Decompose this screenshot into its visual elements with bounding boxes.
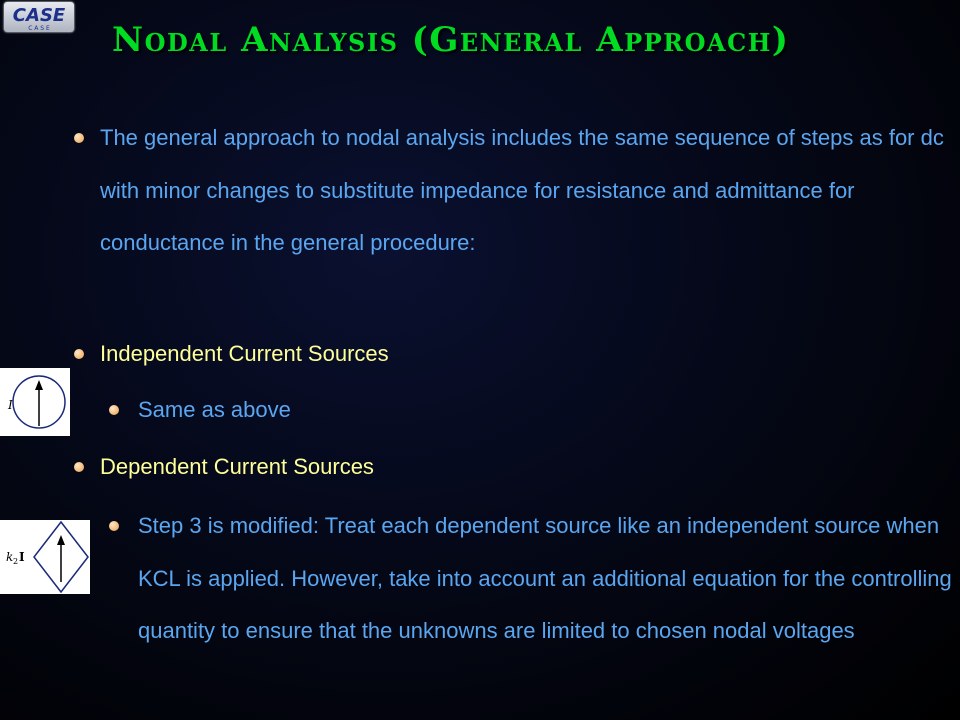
logo-text: CASE	[12, 5, 66, 26]
independent-sources-note: Same as above	[138, 397, 291, 422]
dependent-source-label-sub: 2	[13, 557, 19, 566]
intro-paragraph: The general approach to nodal analysis includes the same sequence of steps as for dc with minor changes to substitute impedance for resistance and admittance for conductance in the general procedure:	[100, 125, 944, 255]
bullet-dot	[109, 405, 119, 415]
dependent-source-label-i: I	[19, 550, 25, 564]
slide-title: Nodal Analysis (General Approach)	[112, 20, 790, 60]
bullet-dot	[74, 133, 84, 143]
independent-current-source-symbol	[0, 368, 70, 436]
bullet-dot	[74, 349, 84, 359]
bullet-dot	[74, 462, 84, 472]
independent-sources-heading: Independent Current Sources	[100, 341, 389, 366]
dependent-sources-heading: Dependent Current Sources	[100, 454, 374, 479]
dependent-current-source-symbol	[0, 520, 90, 594]
dependent-source-label-k: k	[6, 550, 14, 564]
independent-source-label: I	[8, 398, 13, 412]
logo-subtext: C A S E	[28, 25, 50, 32]
case-logo	[4, 2, 74, 32]
dependent-sources-note: Step 3 is modified: Treat each dependent source like an independent source when KCL is applied. However, take into account an additional equation for the controlling quantity to ensure that the unknowns are limited to chosen nodal voltages	[138, 513, 952, 643]
bullet-dot	[109, 521, 119, 531]
